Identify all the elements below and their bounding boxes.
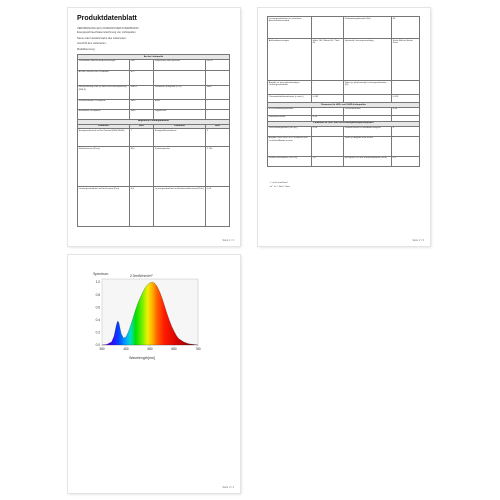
param-label: Chromatizitätskoordinaten (x und y) bbox=[268, 95, 312, 103]
param-label: Überlebensfaktor bbox=[268, 115, 312, 121]
page-number: Seite 2 / 3 bbox=[412, 239, 424, 242]
y-tick-label: 0.4 bbox=[95, 317, 100, 322]
param-label: Energieeffizienzklasse bbox=[154, 129, 206, 147]
param-value: F bbox=[206, 129, 230, 147]
intro-line: VERORDNUNG (EU) 2019/2015 DER KOMMISSION bbox=[77, 27, 139, 30]
x-tick-label: 480 bbox=[123, 347, 129, 351]
x-axis-label: Wavelength[nm] bbox=[129, 356, 155, 360]
table-row bbox=[268, 17, 420, 39]
param-label: Angabe, dass eine LED-Lichtquelle eine Leuchtstofflampe ersetzt bbox=[268, 136, 312, 156]
param-label: Art des Sockels der Lichtquelle bbox=[78, 70, 130, 85]
param-label: Netzspannung (NMLS) oder Nicht-Netzspannung (NNLS) bbox=[78, 85, 130, 99]
param-label: Leistungsaufnahme im vernetzten Bereitschaftszustand bbox=[268, 17, 312, 39]
supplier-address-label: Anschrift des Lieferanten: bbox=[77, 42, 107, 45]
param-value: Nein bbox=[206, 85, 230, 99]
y-axis-label: Spectrum bbox=[93, 272, 109, 276]
param-label: Wenn ja: gleichwertige Leistungsaufnahme (W) bbox=[344, 81, 392, 95]
param-value: 0,50 bbox=[312, 126, 344, 136]
param-value: E27 bbox=[130, 70, 154, 85]
param-value: - bbox=[392, 81, 420, 95]
param-value: 0,459 bbox=[312, 95, 344, 103]
parameters-table bbox=[267, 16, 420, 167]
x-tick-label: 680 bbox=[171, 347, 177, 351]
param-label: Flimmer-Messgröße (Pst LM) bbox=[268, 156, 312, 166]
section-header: Allgemeine Produktparameter bbox=[78, 119, 230, 124]
param-value: 6,8 bbox=[130, 187, 154, 227]
table-row bbox=[268, 39, 420, 81]
section-header: Art der Lichtquelle bbox=[78, 55, 230, 60]
page-title: Produktdatenblatt bbox=[77, 15, 137, 22]
param-value: - bbox=[312, 17, 344, 39]
param-label: Ungerichtet oder gerichtet bbox=[154, 59, 206, 70]
column-header: Wert bbox=[206, 124, 230, 129]
param-label: Farbwiedergabeindex (Ra) bbox=[344, 17, 392, 39]
y-tick-label: 0.0 bbox=[95, 343, 100, 348]
param-value: Nein bbox=[130, 109, 154, 119]
param-value: - bbox=[392, 136, 420, 156]
param-value: 810 bbox=[130, 147, 154, 187]
param-label: Spektrale Leistungsverteilung bbox=[344, 39, 392, 81]
param-label: Blendarme Lichtquelle bbox=[78, 109, 130, 119]
param-label: Farbeinstellbare Lichtquelle bbox=[78, 99, 130, 109]
param-label: Farbtemperatur bbox=[154, 147, 206, 187]
param-value: 6 bbox=[392, 126, 420, 136]
param-value: 7 bbox=[130, 129, 154, 147]
table-row bbox=[268, 136, 420, 156]
table-row bbox=[268, 156, 420, 166]
param-value: Siehe Bild auf letzter Seite bbox=[392, 39, 420, 81]
table-row bbox=[268, 126, 420, 136]
table-row bbox=[268, 95, 420, 103]
param-label bbox=[154, 70, 206, 85]
intro-line: Energieverbrauchskennzeichnung von Lichtquellen bbox=[77, 31, 136, 34]
param-value: 80 bbox=[392, 17, 420, 39]
table-row bbox=[78, 99, 230, 109]
param-value: NMLS bbox=[130, 85, 154, 99]
param-label: Hülle bbox=[154, 99, 206, 109]
table-row bbox=[78, 187, 230, 227]
datasheet-page-1 bbox=[68, 8, 240, 246]
param-label: Energieverbrauch im Ein-Zustand (kWh/1000h) bbox=[78, 129, 130, 147]
param-value: 1,0 bbox=[312, 156, 344, 166]
param-value: 2.700 bbox=[206, 147, 230, 187]
column-header: Wert bbox=[130, 124, 154, 129]
param-value: - bbox=[312, 107, 344, 115]
param-value: 0,410 bbox=[392, 95, 420, 103]
model-id-label: Modellkennung: bbox=[77, 48, 96, 51]
table-row bbox=[78, 59, 230, 70]
section-header: Parameter für LED- und OLED-Netzspannungslichtquellen bbox=[268, 121, 420, 126]
table-row bbox=[78, 109, 230, 119]
chart-title: 2.5mW/nm/m² bbox=[130, 274, 153, 278]
param-value: LED bbox=[130, 59, 154, 70]
spectrum-chart-svg bbox=[78, 267, 204, 365]
param-value: - bbox=[206, 109, 230, 119]
page-number: Seite 3 / 3 bbox=[222, 486, 234, 489]
param-label: Nutzlichtstrom (Φuse) bbox=[78, 147, 130, 187]
param-value: Nein bbox=[130, 99, 154, 109]
param-label bbox=[344, 95, 392, 103]
param-label: Angabe zu einer gleichwertigen Leistungsaufnahme bbox=[268, 81, 312, 95]
spectrum-chart bbox=[78, 267, 204, 365]
param-value: - bbox=[206, 99, 230, 109]
light-source-table bbox=[77, 54, 230, 227]
footnote: „Ja": Ja / „Nein": Nein bbox=[269, 186, 290, 188]
param-label: Leistungsaufnahme im Bereitschaftszustand (Psb) bbox=[154, 187, 206, 227]
param-value: 0,90 bbox=[312, 115, 344, 121]
param-value: 0,00 bbox=[206, 187, 230, 227]
param-value: Höhe 104 / Breite 60 / Tiefe 60 bbox=[312, 39, 344, 81]
supplier-name-label: Name oder Handelsmarke des Lieferanten: bbox=[77, 37, 127, 40]
param-label: Doppelhülle bbox=[154, 109, 206, 119]
x-tick-label: 380 bbox=[99, 347, 105, 351]
table-row bbox=[78, 147, 230, 187]
param-label: Verschiebungsfaktor (cos φ1) bbox=[268, 126, 312, 136]
y-tick-label: 0.8 bbox=[95, 292, 100, 297]
param-value: 0,90 bbox=[392, 107, 420, 115]
param-label: Lichtstromerhalt bbox=[344, 107, 392, 115]
y-tick-label: 0.2 bbox=[95, 330, 100, 335]
param-label: Außenabmessungen bbox=[268, 39, 312, 81]
section-header: Parameter für LED- und OLED-Lichtquellen bbox=[268, 103, 420, 108]
column-header: Parameter bbox=[154, 124, 206, 129]
y-tick-label: 0.6 bbox=[95, 305, 100, 310]
datasheet-page-3 bbox=[68, 255, 240, 493]
page-number: Seite 1 / 3 bbox=[222, 239, 234, 242]
param-label: Farbkonsistenz in MacAdam-Ellipsen bbox=[344, 126, 392, 136]
param-label: R9-Farbwiedergabeindex bbox=[268, 107, 312, 115]
table-row bbox=[78, 85, 230, 99]
param-label: Messgröße für den Stroboskopeffekt (SVM) bbox=[344, 156, 392, 166]
table-row bbox=[268, 107, 420, 115]
param-label: Leistungsaufnahme im Ein-Zustand (Pon) bbox=[78, 187, 130, 227]
table-row bbox=[268, 81, 420, 95]
table-row bbox=[78, 70, 230, 85]
column-header: Parameter bbox=[78, 124, 130, 129]
param-label: Verwendete Beleuchtungstechnologie bbox=[78, 59, 130, 70]
param-value: - bbox=[312, 136, 344, 156]
param-value: 0,4 bbox=[392, 156, 420, 166]
datasheet-page-2 bbox=[258, 8, 430, 246]
table-row bbox=[78, 129, 230, 147]
param-label: Vernetzte Lichtquelle (CLS) bbox=[154, 85, 206, 99]
x-tick-label: 580 bbox=[147, 347, 153, 351]
param-value: NDLS bbox=[206, 59, 230, 70]
param-value: - bbox=[312, 81, 344, 95]
footnote: „-": nicht zutreffend bbox=[269, 182, 288, 184]
y-tick-label: 1.0 bbox=[95, 280, 100, 285]
param-label: Wenn ja: Angabe zum Ersatz bbox=[344, 136, 392, 156]
param-value bbox=[206, 70, 230, 85]
x-tick-label: 780 bbox=[195, 347, 201, 351]
